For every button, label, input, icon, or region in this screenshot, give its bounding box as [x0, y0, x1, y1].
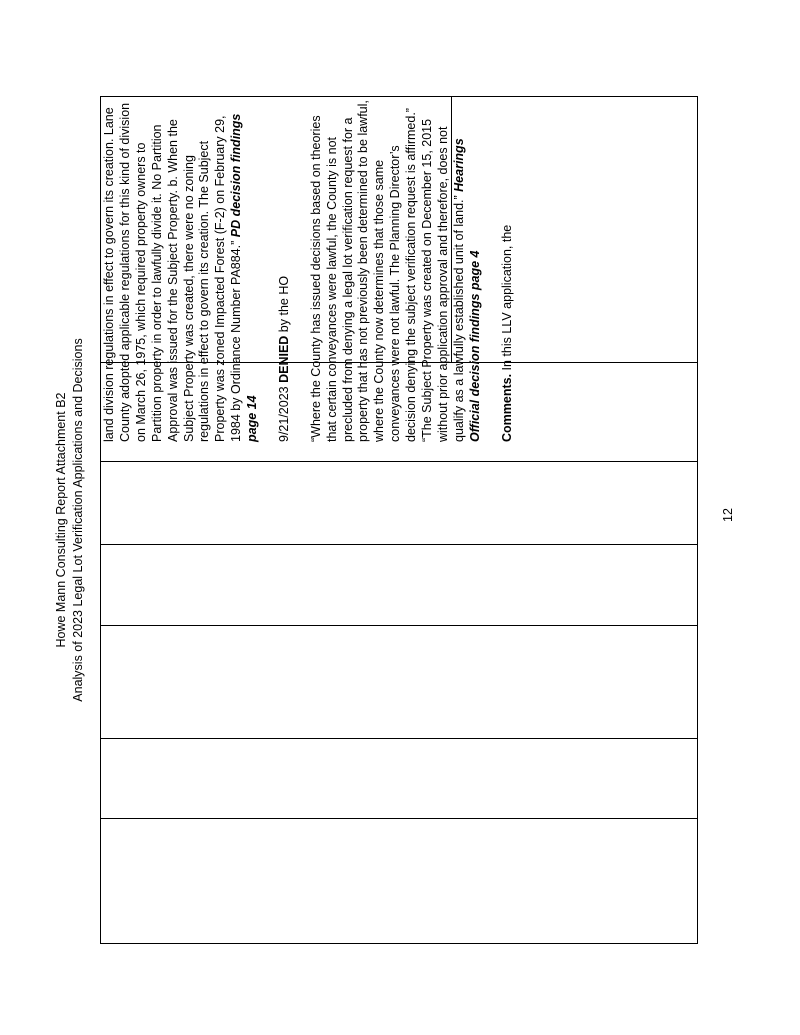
pd-findings-paragraph	[102, 100, 261, 442]
ho-quote-1: “Where the County has issued decisions based on theories that certain conveyances were lawful, the County is not precluded from denying a legal lot verification request for a property that has not previously been determined to be lawful, where the County now determines that those same conveyances were not lawful. The Planning Director’s decision denying the subject verification request is affirmed.”	[308, 100, 419, 442]
denied-by: by the HO	[276, 275, 291, 333]
table-divider	[101, 544, 697, 545]
comments-label: Comments.	[499, 373, 514, 442]
page-number-text: 12	[721, 508, 735, 522]
comments-text: In this LLV application, the	[499, 224, 514, 371]
ho-quote-2: “The Subject Property was created on December 15, 2015 without prior application approval and therefore, does not qualify as a lawfully established unit of land.”	[420, 118, 466, 442]
pd-findings-citation: PD decision findings page 14	[229, 113, 260, 442]
ho-quote-paragraph	[309, 100, 420, 442]
header-line-2: Analysis of 2023 Legal Lot Verification Applications and Decisions	[71, 338, 85, 702]
page-header	[50, 320, 90, 720]
denied-line	[277, 100, 293, 442]
ho-quote-paragraph-2	[420, 100, 484, 442]
decision-cell-content	[100, 96, 698, 446]
header-line-1: Howe Mann Consulting Report Attachment B2	[54, 392, 68, 648]
denied-date: 9/21/2023	[276, 386, 291, 442]
table-divider	[101, 738, 697, 739]
header-text	[53, 320, 87, 720]
denied-word: DENIED	[276, 335, 291, 383]
table-divider	[101, 461, 697, 462]
table-divider	[101, 625, 697, 626]
decision-cell	[100, 96, 698, 446]
ho-citation: Hearings Official decision findings page 4	[451, 138, 482, 442]
table-divider	[101, 818, 697, 819]
comments-paragraph	[500, 100, 516, 442]
page-number	[718, 505, 738, 525]
pd-findings-text: land division regulations in effect to govern its creation. Lane County adopted applicable regulations for this kind of division on March 26, 1975, which required property owners to Partition property in order to lawfully divide it. No Partition Approval was issued for the Subject Property. b. When the Subject Property was created, there were no zoning regulations in effect to govern its creation. The Subject Property was zoned Impacted Forest (F-2) on February 29, 1984 by Ordinance Number PA884.”	[102, 102, 244, 442]
